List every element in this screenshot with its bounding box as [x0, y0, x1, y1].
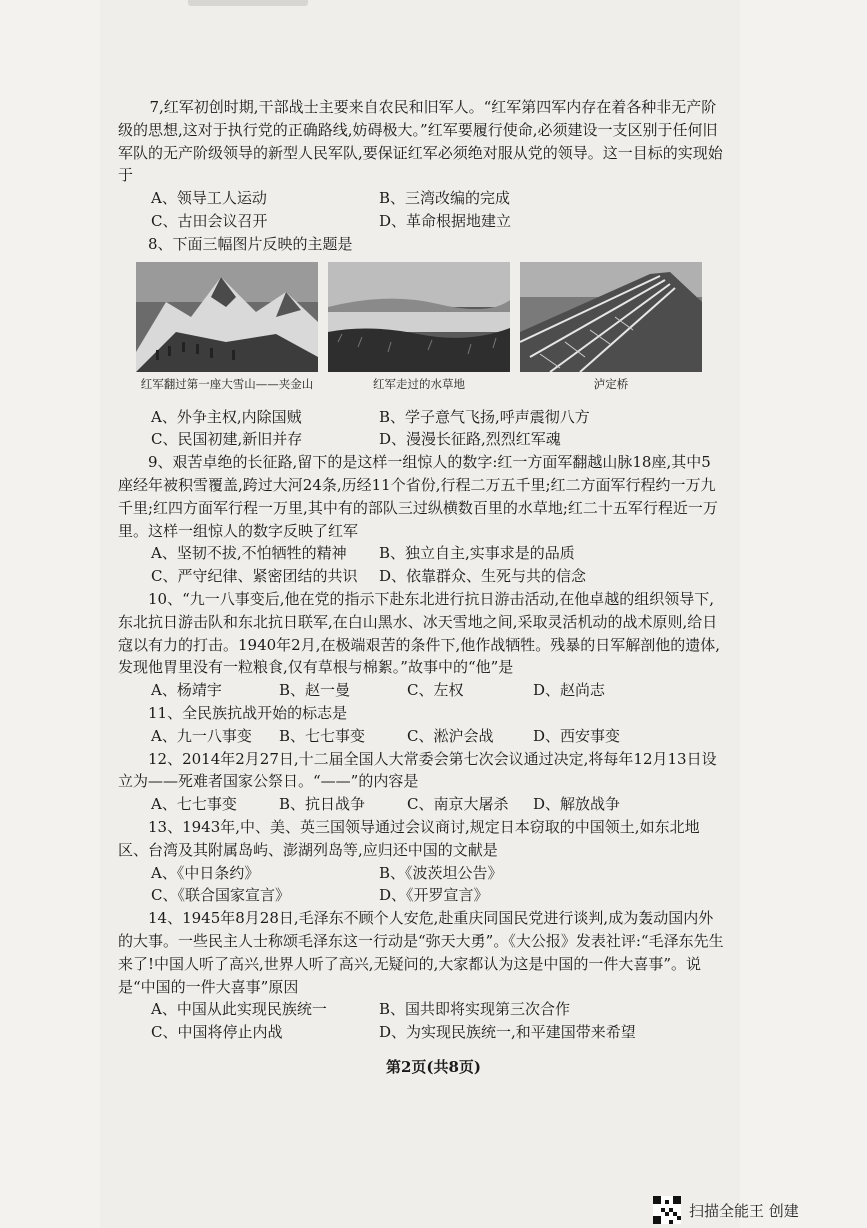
scanner-watermark [653, 1196, 799, 1224]
figure-grassland [328, 262, 510, 392]
binding-mark [188, 0, 308, 6]
question-text: 7,红军初创时期,干部战士主要来自农民和旧军人。“红军第四军内存在着各种非无产阶级的思想,这对于执行党的正确路线,妨碍极大。”红军要履行使命,必须建设一支区别于任何旧军队的无产阶级领导的新型人民军队,要保证红军必须绝对服从党的领导。这一目标的实现始于 [118, 98, 723, 185]
options [118, 725, 724, 748]
question-9 [118, 451, 724, 588]
options [118, 793, 724, 816]
option-c[interactable]: C、左权 [407, 681, 464, 700]
option-a[interactable]: A、七七事变 [151, 795, 237, 814]
option-d[interactable]: D、西安事变 [533, 726, 621, 745]
option-d[interactable]: D、赵尚志 [533, 681, 606, 700]
question-text: 12、2014年2月27日,十二届全国人大常委会第七次会议通过决定,将每年12月13日设立为——死难者国家公祭日。“——”的内容是 [118, 749, 717, 791]
question-8 [118, 233, 724, 451]
option-a[interactable]: A、领导工人运动 [151, 189, 267, 208]
option-b[interactable]: B、抗日战争 [279, 795, 366, 814]
figure-row [136, 262, 724, 392]
scanner-label: 扫描全能王 创建 [689, 1201, 799, 1220]
question-text: 11、全民族抗战开始的标志是 [148, 703, 348, 722]
option-c[interactable]: C、南京大屠杀 [407, 795, 509, 814]
question-text: 9、艰苦卓绝的长征路,留下的是这样一组惊人的数字:红一方面军翻越山脉18座,其中5座经年被积雪覆盖,跨过大河24条,历经11个省份,行程二万五千里;红二方面军行程约一万九千里;红四方面军行程一万里,其中有的部队三过纵横数百里的水草地;红二十五军行程近一万里。这样一组惊人的数字反映了红军 [118, 453, 718, 540]
option-b[interactable]: B、独立自主,实事求是的品质 [379, 544, 575, 563]
option-b[interactable]: B、三湾改编的完成 [379, 189, 511, 208]
figure-chain-bridge [520, 262, 702, 392]
options [118, 406, 724, 452]
option-b[interactable]: B、赵一曼 [279, 681, 351, 700]
option-a[interactable]: A、《中日条约》 [151, 863, 260, 882]
options [118, 998, 724, 1044]
option-c[interactable]: C、中国将停止内战 [151, 1023, 283, 1042]
option-a[interactable]: A、坚韧不拔,不怕牺牲的精神 [151, 544, 347, 563]
question-14 [118, 907, 724, 1044]
page-number: 第2页(共8页) [385, 1058, 482, 1076]
question-text: 10、“九一八事变后,他在党的指示下赴东北进行抗日游击活动,在他卓越的组织领导下,东北抗日游击队和东北抗日联军,在白山黑水、冰天雪地之间,采取灵活机动的战术原则,给日寇以有力的打击。1940年2月,在极端艰苦的条件下,他作战牺牲。残暴的日军解剖他的遗体,发现他胃里没有一粒粮食,仅有草根与棉絮。”故事中的“他”是 [118, 589, 721, 677]
grassland-photo [328, 262, 510, 372]
option-b[interactable]: B、国共即将实现第三次合作 [379, 1000, 571, 1019]
option-d[interactable]: D、为实现民族统一,和平建国带来希望 [379, 1023, 636, 1042]
option-a[interactable]: A、外争主权,内除国贼 [151, 407, 302, 426]
figure-snow-mountain [136, 262, 318, 392]
figure-caption: 红军翻过第一座大雪山——夹金山 [140, 376, 314, 391]
options [118, 862, 724, 908]
question-text: 14、1945年8月28日,毛泽东不顾个人安危,赴重庆同国民党进行谈判,成为轰动国内外的大事。一些民主人士称颂毛泽东这一行动是“弥天大勇”。《大公报》发表社评:“毛泽东先生来了!中国人听了高兴,世界人听了高兴,无疑问的,大家都认为这是中国的一件大喜事”。说是“中国的一件大喜事”原因 [118, 909, 724, 996]
question-7 [118, 96, 724, 233]
option-c[interactable]: C、古田会议召开 [151, 211, 268, 230]
question-text: 13、1943年,中、美、英三国领导通过会议商讨,规定日本窃取的中国领土,如东北地区、台湾及其附属岛屿、澎湖列岛等,应归还中国的文献是 [118, 817, 700, 859]
option-a[interactable]: A、杨靖宇 [151, 681, 222, 700]
option-d[interactable]: D、《开罗宣言》 [379, 886, 489, 905]
options [118, 679, 724, 702]
question-text: 8、下面三幅图片反映的主题是 [148, 234, 353, 253]
figure-caption: 泸定桥 [593, 376, 629, 391]
option-b[interactable]: B、学子意气飞扬,呼声震彻八方 [379, 407, 590, 426]
options [118, 542, 724, 588]
options [118, 187, 724, 233]
option-b[interactable]: B、《波茨坦公告》 [379, 863, 503, 882]
option-d[interactable]: D、依靠群众、生死与共的信念 [379, 567, 587, 586]
question-11 [118, 702, 724, 748]
option-a[interactable]: A、九一八事变 [151, 726, 252, 745]
chain-bridge-photo [520, 262, 702, 372]
question-12 [118, 748, 724, 816]
exam-content [118, 96, 724, 1044]
option-c[interactable]: C、严守纪律、紧密团结的共识 [151, 567, 358, 586]
figure-caption: 红军走过的水草地 [373, 376, 465, 391]
snow-mountain-photo [136, 262, 318, 372]
option-c[interactable]: C、《联合国家宣言》 [151, 886, 290, 905]
option-a[interactable]: A、中国从此实现民族统一 [151, 1000, 327, 1019]
option-d[interactable]: D、革命根据地建立 [379, 211, 512, 230]
qr-code-icon [653, 1196, 681, 1224]
question-13 [118, 816, 724, 907]
option-d[interactable]: D、漫漫长征路,烈烈红军魂 [379, 430, 561, 449]
question-10 [118, 588, 724, 702]
option-c[interactable]: C、民国初建,新旧并存 [151, 430, 303, 449]
option-d[interactable]: D、解放战争 [533, 795, 621, 814]
option-c[interactable]: C、淞沪会战 [407, 726, 494, 745]
option-b[interactable]: B、七七事变 [279, 726, 366, 745]
